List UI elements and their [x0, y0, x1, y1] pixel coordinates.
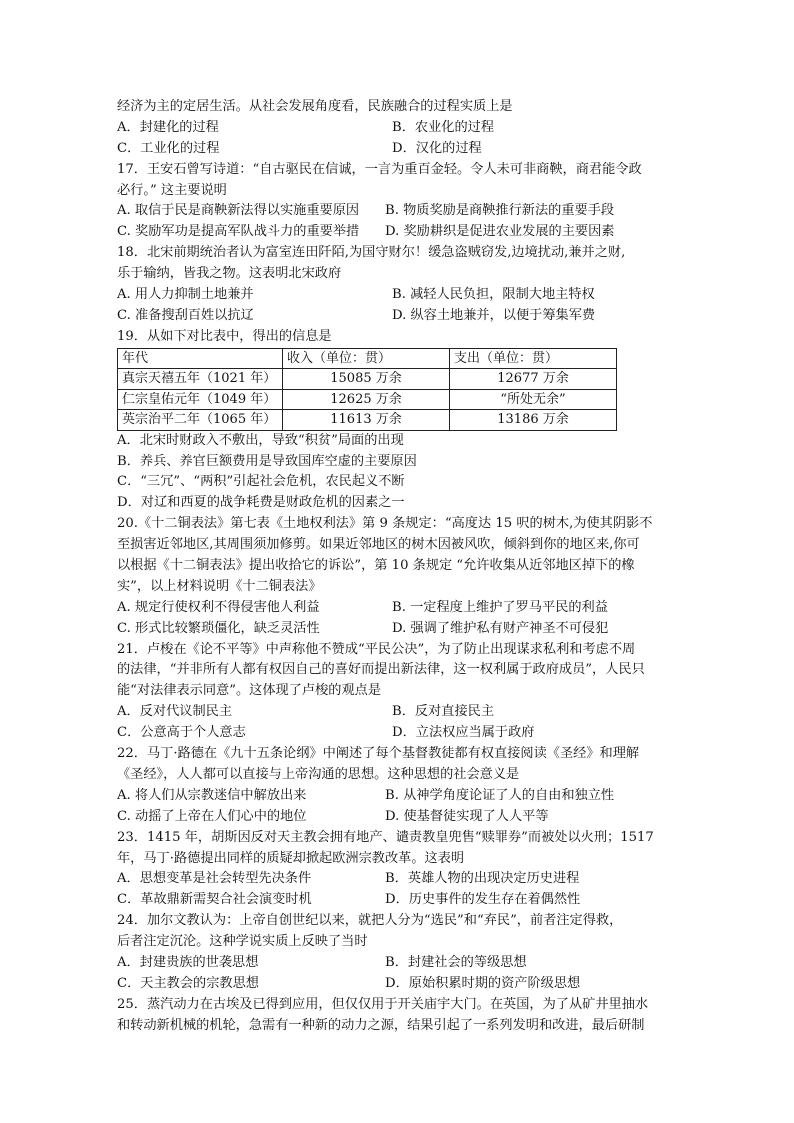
question-21-options	[117, 702, 677, 723]
question-22-stem: 22．马丁·路德在《九十五条论纲》中阐述了每个基督教徒都有权直接阅读《圣经》和理解	[117, 746, 640, 762]
option-a: A．封建贵族的世袭思想	[117, 954, 259, 970]
question-23-stem-line2: 年，马丁·路德提出同样的质疑却掀起欧洲宗教改革。这表明	[117, 850, 465, 866]
question-18-options	[117, 285, 677, 306]
option-b: B. 物质奖励是商鞅推行新法的重要手段	[385, 203, 615, 219]
question-17-stem: 17．王安石曾写诗道：“自古驱民在信诚，一言为重百金轻。令人未可非商鞅，商君能令政	[117, 161, 642, 177]
table-cell: 仁宗皇佑元年（1049 年）	[118, 389, 283, 410]
option-d: D．历史事件的发生存在着偶然性	[385, 892, 581, 908]
table-row	[118, 369, 617, 390]
option-a: A．北宋时财政入不敷出，导致“积贫”局面的出现	[117, 432, 404, 448]
question-20-options	[117, 598, 677, 619]
question-16-options-row2	[117, 139, 677, 160]
table-cell: 真宗天禧五年（1021 年）	[118, 369, 283, 390]
table-header-row	[118, 348, 617, 369]
option-d: D．对辽和西夏的战争耗费是财政危机的因素之一	[117, 495, 405, 511]
question-22-stem-line2: 《圣经》，人人都可以直接与上帝沟通的思想。这种思想的社会意义是	[117, 766, 520, 782]
question-18-stem-line2: 乐于输纳，皆我之物。这表明北宋政府	[117, 266, 342, 282]
fiscal-comparison-table	[117, 348, 617, 431]
table-cell: 13186 万余	[450, 410, 617, 431]
option-c: C．工业化的过程	[117, 140, 220, 156]
question-21-stem-line2: 的法律，“并非所有人都有权因自己的喜好而提出新法律，这一权利属于政府成员”，人民只	[117, 662, 645, 678]
option-c: C．公意高于个人意志	[117, 725, 246, 741]
question-18-options-row2	[117, 306, 677, 327]
option-a: A. 规定行使权利不得侵害他人利益	[117, 599, 320, 615]
table-row	[118, 389, 617, 410]
question-24-options	[117, 953, 677, 974]
option-b: B．农业化的过程	[392, 119, 495, 135]
table-row	[118, 410, 617, 431]
question-20-stem-line2: 至损害近邻地区,其周围须加修剪。如果近邻地区的树木因被风吹，倾斜到你的地区来,你可	[117, 537, 640, 553]
table-cell: 12677 万余	[450, 369, 617, 390]
option-c: C. 奖励军功是提高军队战斗力的重要举措	[117, 224, 360, 240]
table-cell: 12625 万余	[283, 389, 450, 410]
option-c: C．“三冗”、“两积”引起社会危机，农民起义不断	[117, 474, 405, 490]
option-b: B．封建社会的等级思想	[385, 954, 527, 970]
question-22-options	[117, 786, 677, 807]
option-b: B．英雄人物的出现决定历史进程	[385, 871, 580, 887]
option-a: A．思想变革是社会转型先决条件	[117, 871, 312, 887]
option-b: B．反对直接民主	[392, 704, 495, 720]
option-b: B．养兵、养官巨额费用是导致国库空虚的主要原因	[117, 453, 417, 469]
option-d: D．汉化的过程	[392, 140, 482, 156]
question-16-stem-tail: 经济为主的定居生活。从社会发展角度看，民族融合的过程实质上是	[117, 99, 513, 114]
option-a: A. 取信于民是商鞅新法得以实施重要原因	[117, 203, 360, 219]
option-d: D. 纵容土地兼并，以便于筹集军费	[392, 307, 596, 323]
question-20-stem: 20.《十二铜表法》第七表《土地权利法》第 9 条规定：“高度达 15 呎的树木,为使其阴影不	[117, 516, 653, 532]
question-20-stem-line4: 实”，以上材料说明《十二铜表法》	[117, 578, 322, 594]
option-d: D．立法权应当属于政府	[392, 725, 535, 741]
question-16-options	[117, 118, 677, 139]
table-cell: 11613 万余	[283, 410, 450, 431]
question-24-options-row2	[117, 974, 677, 995]
option-a: A．反对代议制民主	[117, 704, 233, 720]
option-d: D. 奖励耕织是促进农业发展的主要因素	[385, 224, 615, 240]
option-c: C. 动摇了上帝在人们心中的地位	[117, 808, 307, 824]
question-20-options-row2	[117, 619, 677, 640]
question-17-options-row2	[117, 222, 677, 243]
question-23-stem: 23．1415 年，胡斯因反对天主教会拥有地产、谴责教皇兜售“赎罪券”而被处以火刑；1517	[117, 829, 654, 845]
question-23-options	[117, 869, 677, 890]
option-c: C. 形式比较繁琐僵化，缺乏灵活性	[117, 620, 320, 636]
table-header-cell: 收入（单位：贯）	[283, 348, 450, 369]
option-c: C. 准备搜刮百姓以抗辽	[117, 307, 254, 323]
question-25-stem-line2: 和转动新机械的机轮，急需有一种新的动力之源，结果引起了一系列发明和改进，最后研制	[117, 1017, 645, 1033]
option-d: D. 使基督徒实现了人人平等	[385, 808, 549, 824]
question-24-stem-line2: 后者注定沉沦。这种学说实质上反映了当时	[117, 934, 368, 950]
option-a: A. 用人力抑制土地兼并	[117, 287, 254, 303]
question-21-stem-line3: 能“对法律表示同意”。这体现了卢梭的观点是	[117, 683, 382, 699]
table-header-cell: 支出（单位：贯）	[450, 348, 617, 369]
option-b: B. 减轻人民负担，限制大地主特权	[392, 287, 595, 303]
table-header-cell: 年代	[118, 348, 283, 369]
option-d: D．原始积累时期的资产阶级思想	[385, 975, 581, 991]
option-a: A．封建化的过程	[117, 119, 219, 135]
option-c: C．天主教会的宗教思想	[117, 975, 259, 991]
question-21-stem: 21．卢梭在《论不平等》中声称他不赞成“平民公决”，为了防止出现谋求私利和考虑不周	[117, 641, 636, 657]
table-cell: “所处无余”	[450, 389, 617, 410]
option-b: B. 一定程度上维护了罗马平民的利益	[392, 599, 608, 615]
question-22-options-row2	[117, 807, 677, 828]
option-a: A. 将人们从宗教迷信中解放出来	[117, 787, 307, 803]
question-23-options-row2	[117, 890, 677, 911]
table-cell: 英宗治平二年（1065 年）	[118, 410, 283, 431]
question-25-stem: 25．蒸汽动力在古埃及已得到应用，但仅仅用于开关庙宇大门。在英国，为了从矿井里抽水	[117, 996, 649, 1012]
question-21-options-row2	[117, 723, 677, 744]
option-d: D. 强调了维护私有财产神圣不可侵犯	[392, 620, 609, 636]
question-20-stem-line3: 以根据《十二铜表法》提出收拾它的诉讼”，第 10 条规定 “允许收集从近邻地区掉下的橡	[117, 558, 635, 574]
question-24-stem: 24．加尔文教认为：上帝自创世纪以来，就把人分为“选民”和“弃民”，前者注定得救，	[117, 913, 623, 929]
option-b: B. 从神学角度论证了人的自由和独立性	[385, 787, 615, 803]
question-18-stem: 18．北宋前期统治者认为富室连田阡陌,为国守财尔！缓急盗贼窃发,边境扰动,兼并之财,	[117, 245, 626, 261]
question-17-options	[117, 201, 677, 222]
question-19-stem: 19．从如下对比表中，得出的信息是	[117, 328, 332, 344]
exam-page	[117, 97, 677, 1037]
question-17-stem-line2: 必行。” 这主要说明	[117, 182, 227, 198]
table-cell: 15085 万余	[283, 369, 450, 390]
option-c: C．革故鼎新需契合社会演变时机	[117, 892, 312, 908]
